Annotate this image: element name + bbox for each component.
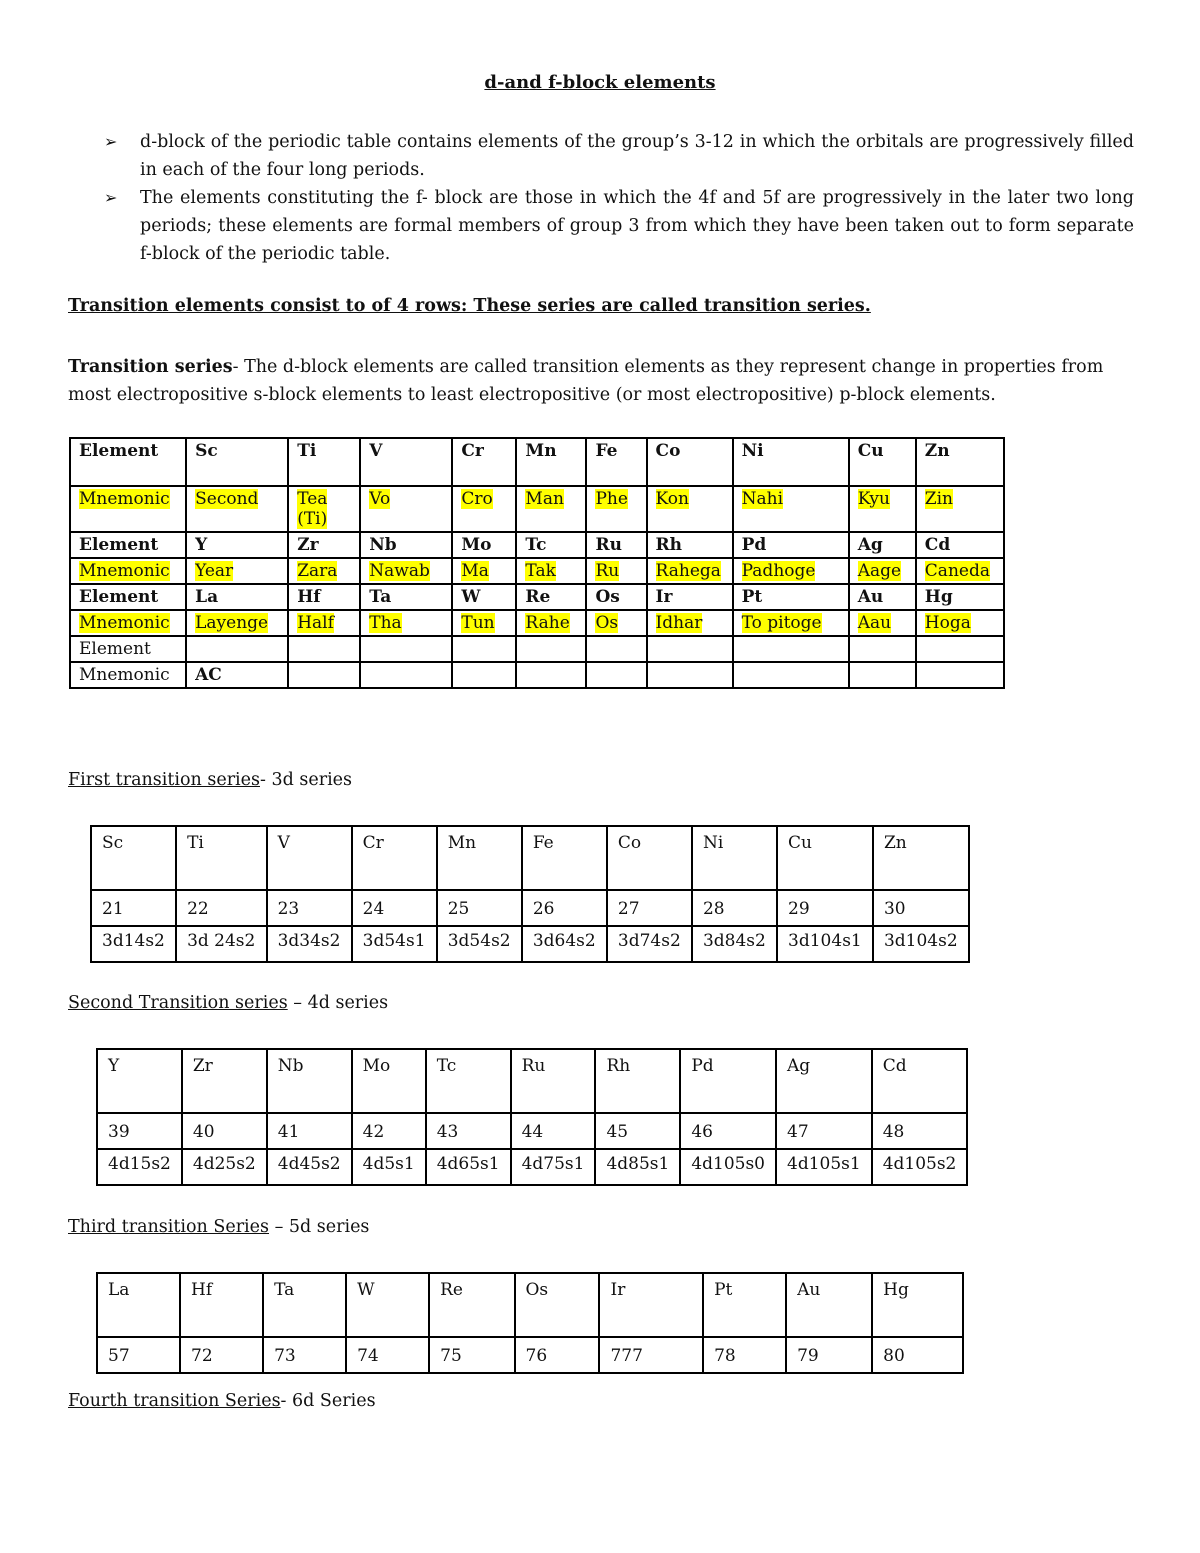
mnemonic-table-cell — [849, 610, 916, 636]
row-label-cell — [70, 584, 186, 610]
mnemonic-table-cell — [516, 486, 586, 532]
mnemonic-table-row — [70, 438, 1004, 486]
element-symbol: Pd — [741, 535, 767, 555]
atomic-number-cell: 777 — [599, 1337, 703, 1373]
element-symbol: Ti — [297, 441, 317, 461]
element-symbol: Ag — [857, 535, 883, 555]
element-symbol: Y — [195, 535, 208, 555]
series-title: First transition series — [68, 770, 260, 790]
mnemonic-word: Nahi — [741, 489, 784, 509]
atomic-number-cell: 28 — [692, 890, 777, 926]
atomic-number-cell: 73 — [263, 1337, 346, 1373]
electron-config-cell: 3d34s2 — [267, 926, 352, 962]
atomic-number-cell: 39 — [97, 1113, 182, 1149]
mnemonic-table-cell — [647, 486, 733, 532]
mnemonic-table-cell — [733, 610, 849, 636]
mnemonic-table-cell — [360, 662, 452, 688]
mnemonic-table-cell — [516, 636, 586, 662]
atomic-number-cell: 78 — [703, 1337, 786, 1373]
mnemonic-word: Cro — [461, 489, 493, 509]
bullet-item — [104, 128, 1134, 184]
atomic-number-cell: 80 — [872, 1337, 963, 1373]
bullet-text: d-block of the periodic table contains elements of the group’s 3-12 in which the orbitals are progressively filled in each of the four long periods. — [140, 132, 1134, 180]
element-symbol: Rh — [655, 535, 683, 555]
element-cell: Rh — [595, 1049, 680, 1113]
element-symbol: Nb — [369, 535, 397, 555]
mnemonic-table-cell — [647, 662, 733, 688]
second-series-table — [96, 1048, 968, 1186]
mnemonic-word: Rahe — [525, 613, 570, 633]
mnemonic-table-cell — [733, 636, 849, 662]
electron-config-cell: 4d25s2 — [182, 1149, 267, 1185]
mnemonic-word: Aage — [857, 561, 902, 581]
atomic-number-cell: 42 — [352, 1113, 426, 1149]
element-cell: Mn — [437, 826, 522, 890]
paragraph-text: - The d-block elements are called transition elements as they represent change in properties from most electropositive s-block elements to least electropositive (or most electropositive) p-block elements. — [68, 357, 1104, 405]
series-title: Fourth transition Series — [68, 1391, 281, 1411]
atomic-number-cell: 75 — [429, 1337, 514, 1373]
mnemonic-word: Tun — [461, 613, 495, 633]
element-cell: Ir — [599, 1273, 703, 1337]
mnemonic-table-cell — [916, 662, 1004, 688]
mnemonic-word: Tha — [369, 613, 402, 633]
atomic-number-cell: 44 — [511, 1113, 596, 1149]
transition-series-paragraph — [68, 353, 1128, 409]
element-symbol: Sc — [195, 441, 218, 461]
atomic-number-cell: 76 — [515, 1337, 600, 1373]
mnemonic-table-cell — [916, 610, 1004, 636]
mnemonic-word: Zara — [297, 561, 338, 581]
mnemonic-table-cell — [452, 584, 516, 610]
electron-config-cell: 4d105s0 — [680, 1149, 776, 1185]
mnemonic-table-cell — [360, 610, 452, 636]
mnemonic-table-cell — [647, 584, 733, 610]
electron-config-cell: 3d54s1 — [352, 926, 437, 962]
element-cell: Os — [515, 1273, 600, 1337]
third-series-table — [96, 1272, 964, 1374]
row-label-cell — [70, 558, 186, 584]
atomic-number-cell: 41 — [267, 1113, 352, 1149]
mnemonic-table-cell — [452, 532, 516, 558]
mnemonic-table-cell — [186, 662, 288, 688]
mnemonic-table-cell — [360, 558, 452, 584]
element-symbol: Zn — [924, 441, 950, 461]
element-symbol: Ru — [595, 535, 622, 555]
electron-config-cell: 3d84s2 — [692, 926, 777, 962]
element-symbol: Tc — [525, 535, 547, 555]
mnemonic-table-cell — [516, 662, 586, 688]
series-label — [68, 770, 352, 790]
mnemonic-table-cell — [452, 438, 516, 486]
mnemonic-table-cell — [916, 438, 1004, 486]
mnemonic-table-cell — [849, 636, 916, 662]
row-label: Mnemonic — [79, 665, 170, 685]
element-cell: Zr — [182, 1049, 267, 1113]
element-cell: Zn — [873, 826, 969, 890]
element-symbol: Ta — [369, 587, 392, 607]
atomic-number-cell: 29 — [777, 890, 873, 926]
series-suffix: - 6d Series — [280, 1391, 376, 1411]
mnemonic-table-cell — [516, 438, 586, 486]
mnemonic-table-cell — [186, 532, 288, 558]
electron-config-cell: 4d105s1 — [776, 1149, 872, 1185]
element-symbol: Zr — [297, 535, 319, 555]
mnemonic-table-cell — [849, 532, 916, 558]
mnemonic-word: Phe — [595, 489, 628, 509]
atomic-number-cell: 43 — [426, 1113, 511, 1149]
element-symbol: Mn — [525, 441, 557, 461]
series-title: Third transition Series — [68, 1217, 269, 1237]
arrow-bullet-icon: ➢ — [104, 132, 118, 151]
electron-config-cell: 4d15s2 — [97, 1149, 182, 1185]
element-symbol: Cu — [857, 441, 884, 461]
atomic-number-row — [97, 1337, 963, 1373]
bullet-item — [104, 184, 1134, 268]
mnemonic-table-cell — [186, 558, 288, 584]
element-cell: Pt — [703, 1273, 786, 1337]
mnemonic-table-cell — [586, 532, 646, 558]
element-cell: W — [346, 1273, 429, 1337]
element-cell: Co — [607, 826, 692, 890]
mnemonic-table-cell — [586, 438, 646, 486]
element-cell: Ti — [176, 826, 267, 890]
electron-config-cell: 4d5s1 — [352, 1149, 426, 1185]
atomic-number-cell: 57 — [97, 1337, 180, 1373]
element-cell: Ru — [511, 1049, 596, 1113]
mnemonic-word: Second — [195, 489, 259, 509]
mnemonic-table-cell — [360, 486, 452, 532]
mnemonic-table-cell — [849, 438, 916, 486]
mnemonic-table-cell — [849, 584, 916, 610]
mnemonic-table-cell — [186, 636, 288, 662]
mnemonic-table-cell — [186, 438, 288, 486]
electron-config-row — [91, 926, 969, 962]
mnemonic-word: Os — [595, 613, 619, 633]
mnemonic-table — [69, 437, 1005, 689]
element-cell: Cd — [872, 1049, 968, 1113]
atomic-number-cell: 47 — [776, 1113, 872, 1149]
atomic-number-cell: 79 — [786, 1337, 872, 1373]
mnemonic-word: Half — [297, 613, 334, 633]
row-label: Element — [79, 535, 159, 555]
series-title: Second Transition series — [68, 993, 288, 1013]
mnemonic-table-cell — [360, 636, 452, 662]
mnemonic-table-cell — [288, 610, 360, 636]
electron-config-cell: 3d14s2 — [91, 926, 176, 962]
mnemonic-table-cell — [288, 438, 360, 486]
mnemonic-table-cell — [586, 636, 646, 662]
mnemonic-table-cell — [647, 610, 733, 636]
element-cell: Fe — [522, 826, 607, 890]
mnemonic-word: Aau — [857, 613, 892, 633]
element-symbol: Ni — [741, 441, 764, 461]
series-suffix: – 5d series — [269, 1217, 370, 1237]
mnemonic-table-cell — [647, 438, 733, 486]
element-cell: Y — [97, 1049, 182, 1113]
mnemonic-word: Ru — [595, 561, 620, 581]
mnemonic-table-cell — [647, 636, 733, 662]
element-symbol: Au — [857, 587, 884, 607]
mnemonic-table-cell — [916, 636, 1004, 662]
mnemonic-table-cell — [288, 662, 360, 688]
mnemonic-word: Nawab — [369, 561, 430, 581]
mnemonic-table-cell — [916, 584, 1004, 610]
element-symbol: La — [195, 587, 219, 607]
electron-config-cell: 4d85s1 — [595, 1149, 680, 1185]
mnemonic-table-cell — [288, 486, 360, 532]
series-suffix: – 4d series — [287, 993, 389, 1013]
mnemonic-word: Kyu — [857, 489, 890, 509]
row-label: Element — [79, 441, 159, 461]
mnemonic-word: Rahega — [655, 561, 721, 581]
atomic-number-row — [97, 1113, 967, 1149]
electron-config-cell: 3d54s2 — [437, 926, 522, 962]
mnemonic-table-cell — [516, 558, 586, 584]
atomic-number-cell: 24 — [352, 890, 437, 926]
element-cell: Tc — [426, 1049, 511, 1113]
mnemonic-table-cell — [186, 486, 288, 532]
electron-config-cell: 3d 24s2 — [176, 926, 267, 962]
electron-config-cell: 3d104s1 — [777, 926, 873, 962]
series-label — [68, 993, 388, 1013]
mnemonic-table-cell — [360, 532, 452, 558]
mnemonic-word: Ma — [461, 561, 489, 581]
row-label: Mnemonic — [79, 489, 170, 509]
element-symbol: Pt — [741, 587, 763, 607]
row-label: Element — [79, 639, 151, 659]
mnemonic-table-cell — [733, 438, 849, 486]
electron-config-cell: 4d45s2 — [267, 1149, 352, 1185]
mnemonic-table-cell — [288, 584, 360, 610]
mnemonic-table-cell — [733, 486, 849, 532]
mnemonic-table-cell — [452, 662, 516, 688]
element-symbol: Fe — [595, 441, 618, 461]
mnemonic-table-cell — [452, 636, 516, 662]
element-cell: La — [97, 1273, 180, 1337]
element-cell: Cr — [352, 826, 437, 890]
electron-config-cell: 3d74s2 — [607, 926, 692, 962]
mnemonic-table-cell — [452, 558, 516, 584]
first-series-table — [90, 825, 970, 963]
mnemonic-table-cell — [452, 486, 516, 532]
element-symbol: Ir — [655, 587, 673, 607]
atomic-number-cell: 26 — [522, 890, 607, 926]
mnemonic-table-cell — [849, 558, 916, 584]
mnemonic-table-cell — [360, 438, 452, 486]
element-symbol: Hf — [297, 587, 321, 607]
mnemonic-table-cell — [516, 532, 586, 558]
page-title: d-and f-block elements — [484, 72, 716, 93]
mnemonic-table-cell — [733, 558, 849, 584]
atomic-number-cell: 23 — [267, 890, 352, 926]
element-cell: Au — [786, 1273, 872, 1337]
row-label: Mnemonic — [79, 613, 170, 633]
element-cell: Sc — [91, 826, 176, 890]
mnemonic-table-row — [70, 486, 1004, 532]
row-label-cell — [70, 486, 186, 532]
mnemonic-table-cell — [647, 532, 733, 558]
element-symbol: Os — [595, 587, 620, 607]
atomic-number-cell: 30 — [873, 890, 969, 926]
element-cell: Hf — [180, 1273, 263, 1337]
mnemonic-table-cell — [586, 486, 646, 532]
electron-config-row — [97, 1149, 967, 1185]
element-cell: Mo — [352, 1049, 426, 1113]
mnemonic-table-row — [70, 610, 1004, 636]
mnemonic-table-row — [70, 532, 1004, 558]
mnemonic-word: Idhar — [655, 613, 703, 633]
mnemonic-word: Tak — [525, 561, 556, 581]
mnemonic-table-cell — [288, 558, 360, 584]
atomic-number-cell: 72 — [180, 1337, 263, 1373]
mnemonic-table-cell — [733, 584, 849, 610]
row-label: Mnemonic — [79, 561, 170, 581]
series-suffix: - 3d series — [260, 770, 353, 790]
mnemonic-word: Year — [195, 561, 234, 581]
electron-config-cell: 3d64s2 — [522, 926, 607, 962]
mnemonic-table-row — [70, 584, 1004, 610]
atomic-number-row — [91, 890, 969, 926]
mnemonic-table-cell — [288, 636, 360, 662]
mnemonic-table-cell — [647, 558, 733, 584]
element-cell: Hg — [872, 1273, 963, 1337]
mnemonic-word: To pitoge — [741, 613, 822, 633]
atomic-number-cell: 48 — [872, 1113, 968, 1149]
mnemonic-table-cell — [916, 558, 1004, 584]
mnemonic-table-cell — [586, 584, 646, 610]
mnemonic-table-row — [70, 662, 1004, 688]
mnemonic-table-row — [70, 558, 1004, 584]
electron-config-cell: 4d105s2 — [872, 1149, 968, 1185]
mnemonic-table-cell — [733, 662, 849, 688]
mnemonic-word: Man — [525, 489, 564, 509]
mnemonic-word: Kon — [655, 489, 689, 509]
atomic-number-cell: 25 — [437, 890, 522, 926]
row-label: Element — [79, 587, 159, 607]
mnemonic-table-cell — [849, 662, 916, 688]
mnemonic-table-cell — [186, 584, 288, 610]
bullet-list — [104, 128, 1134, 268]
section-heading: Transition elements consist to of 4 rows: These series are called transition series. — [68, 296, 871, 316]
element-cell: V — [267, 826, 352, 890]
row-label-cell — [70, 438, 186, 486]
element-row — [91, 826, 969, 890]
element-symbol: Co — [655, 441, 681, 461]
mnemonic-word: Hoga — [924, 613, 971, 633]
bullet-text: The elements constituting the f- block are those in which the 4f and 5f are progressively in the later two long periods; these elements are formal members of group 3 from which they have been taken out to form separate f-block of the periodic table. — [140, 188, 1134, 264]
mnemonic-word: Zin — [924, 489, 953, 509]
element-cell: Ni — [692, 826, 777, 890]
element-cell: Re — [429, 1273, 514, 1337]
mnemonic-table-cell — [733, 532, 849, 558]
element-symbol: AC — [195, 665, 222, 685]
mnemonic-table-cell — [849, 486, 916, 532]
row-label-cell — [70, 662, 186, 688]
mnemonic-table-cell — [516, 584, 586, 610]
element-row — [97, 1049, 967, 1113]
mnemonic-word: Padhoge — [741, 561, 816, 581]
element-symbol: W — [461, 587, 481, 607]
electron-config-cell: 4d65s1 — [426, 1149, 511, 1185]
mnemonic-table-cell — [288, 532, 360, 558]
mnemonic-table-cell — [586, 558, 646, 584]
paragraph-lead: Transition series — [68, 357, 233, 377]
row-label-cell — [70, 610, 186, 636]
row-label-cell — [70, 532, 186, 558]
mnemonic-word: Vo — [369, 489, 391, 509]
atomic-number-cell: 46 — [680, 1113, 776, 1149]
mnemonic-table-cell — [452, 610, 516, 636]
mnemonic-table-cell — [586, 610, 646, 636]
series-label — [68, 1217, 369, 1237]
element-cell: Ag — [776, 1049, 872, 1113]
arrow-bullet-icon: ➢ — [104, 188, 118, 207]
atomic-number-cell: 21 — [91, 890, 176, 926]
element-cell: Pd — [680, 1049, 776, 1113]
electron-config-cell: 4d75s1 — [511, 1149, 596, 1185]
mnemonic-table-cell — [186, 610, 288, 636]
mnemonic-table-cell — [516, 610, 586, 636]
element-symbol: V — [369, 441, 383, 461]
mnemonic-table-cell — [586, 662, 646, 688]
element-symbol: Mo — [461, 535, 492, 555]
mnemonic-word: Caneda — [924, 561, 990, 581]
mnemonic-word: Tea (Ti) — [297, 489, 328, 529]
row-label-cell — [70, 636, 186, 662]
element-symbol: Cd — [924, 535, 951, 555]
mnemonic-table-row — [70, 636, 1004, 662]
element-symbol: Hg — [924, 587, 953, 607]
atomic-number-cell: 27 — [607, 890, 692, 926]
atomic-number-cell: 22 — [176, 890, 267, 926]
electron-config-cell: 3d104s2 — [873, 926, 969, 962]
mnemonic-word: Layenge — [195, 613, 269, 633]
element-row — [97, 1273, 963, 1337]
element-symbol: Re — [525, 587, 551, 607]
series-label — [68, 1391, 376, 1411]
element-cell: Nb — [267, 1049, 352, 1113]
mnemonic-table-cell — [916, 486, 1004, 532]
mnemonic-table-cell — [360, 584, 452, 610]
element-cell: Ta — [263, 1273, 346, 1337]
mnemonic-table-cell — [916, 532, 1004, 558]
element-symbol: Cr — [461, 441, 484, 461]
atomic-number-cell: 40 — [182, 1113, 267, 1149]
element-cell: Cu — [777, 826, 873, 890]
atomic-number-cell: 74 — [346, 1337, 429, 1373]
atomic-number-cell: 45 — [595, 1113, 680, 1149]
